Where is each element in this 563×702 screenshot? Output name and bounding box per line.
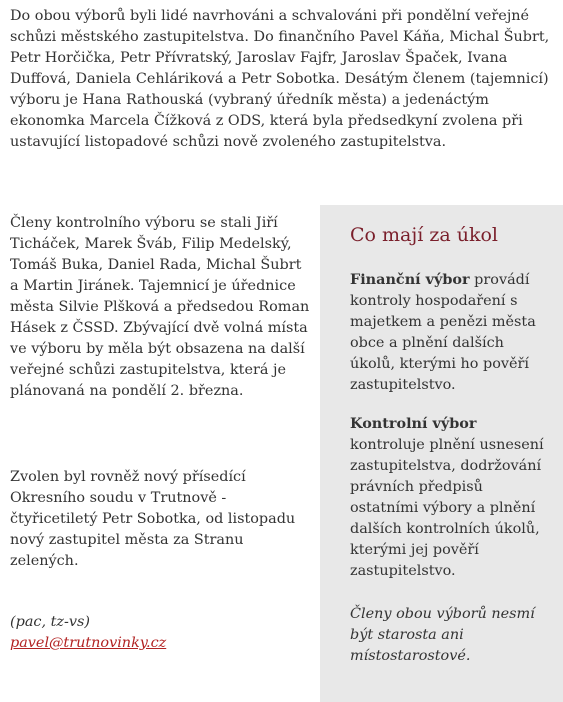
sidebar-note: Členy obou výborů nesmí být starosta ani místostarostové. xyxy=(350,606,535,664)
financial-committee-text: provádí kontroly hospodaření s majetkem a penězi města obce a plnění dalších úkolů, kterými ho pověří zastupitelstvo. xyxy=(350,272,536,393)
financial-committee-description xyxy=(350,269,551,396)
intro-paragraph: Do obou výborů byli lidé navrhováni a schvalováni při pondělní veřejné schůzi městského zastupitelstva. Do finančního Pavel Káňa, Michal Šubrt, Petr Horčička, Petr Přívratský, Jaroslav Fajfr, Jaroslav Špaček, Ivana Duffová, Daniela Cehláriková a Petr Sobotka. Desátým členem (tajemnicí) výboru je Hana Rathouská (vybraný úředník města) a jedenáctým ekonomka Marcela Čížková z ODS, která byla předsedkyní zvolena při ustavující listopadové schůzi nově zvoleného zastupitelstva. xyxy=(10,8,550,150)
control-committee-label: Kontrolní výbor xyxy=(350,415,477,432)
court-paragraph: Zvolen byl rovněž nový přísedící Okresního soudu v Trutnově - čtyřicetiletý Petr Sobotka, od listopadu nový zastupitel města za Stranu zelených. xyxy=(10,469,296,569)
signature xyxy=(10,612,310,654)
author-email-link[interactable]: pavel@trutnovinky.cz xyxy=(10,635,167,651)
financial-committee-label: Finanční výbor xyxy=(350,271,470,288)
sidebar-title: Co mají za úkol xyxy=(350,224,499,246)
control-committee-paragraph: Členy kontrolního výboru se stali Jiří Ticháček, Marek Šváb, Filip Medelský, Tomáš Buka, Daniel Rada, Michal Šubrt a Martin Jiránek. Tajemnicí je úřednice města Silvie Plšková a předsedou Roman Hásek z ČSSD. Zbývající dvě volná místa ve výboru by měla být obsazena na další veřejné schůzi zastupitelstva, která je plánovaná na pondělí 2. března. xyxy=(10,215,310,399)
control-committee-description xyxy=(350,413,551,582)
control-committee-text: kontroluje plnění usnesení zastupitelstva, dodržování právních předpisů ostatními výbory a plnění dalších kontrolních úkolů, kterými jej pověří zastupitelstvo. xyxy=(350,437,544,579)
info-sidebar xyxy=(320,205,563,702)
signature-source: (pac, tz-vs) xyxy=(10,614,90,630)
